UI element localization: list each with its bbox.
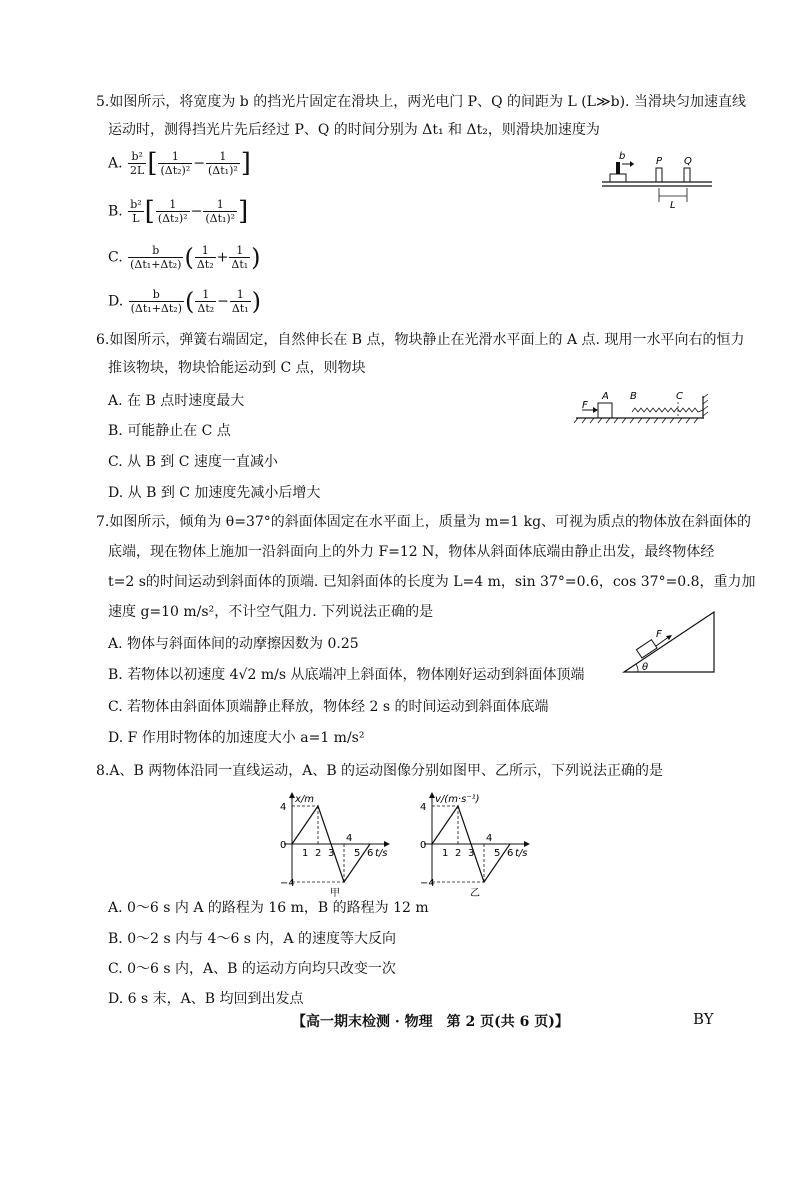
q8-option-a: A. 0～6 s 内 A 的路程为 16 m，B 的路程为 12 m	[108, 900, 429, 916]
q8-option-c: C. 0～6 s 内，A、B 的运动方向均只改变一次	[108, 961, 396, 977]
q7-stem-line1: 7.如图所示，倾角为 θ=37°的斜面体固定在水平面上，质量为 m=1 kg、可视为质点的物体放在斜面体的	[96, 514, 752, 530]
q8-graph-yi-caption: 乙	[470, 888, 480, 899]
q8-graph-yi-ylabel: v/(m·s⁻¹)	[435, 794, 480, 805]
x-tick-label: 5	[354, 848, 361, 859]
q7-stem-line4: 速度 g=10 m/s²，不计空气阻力. 下列说法正确的是	[108, 604, 434, 620]
x-tick-label: 1	[442, 848, 449, 859]
q7-incline-figure	[618, 604, 722, 678]
svg-text:θ: θ	[642, 662, 649, 673]
svg-text:P: P	[656, 156, 663, 167]
q7-option-c: C. 若物体由斜面体顶端静止释放，物体经 2 s 的时间运动到斜面体底端	[108, 699, 549, 715]
q6-option-d: D. 从 B 到 C 加速度先减小后增大	[108, 485, 321, 501]
q6-stem-line2: 推该物块，物块恰能运动到 C 点，则物块	[108, 360, 366, 376]
x-tick-label: 2	[455, 848, 462, 859]
y-tick-label: 0	[420, 840, 427, 851]
q8-option-d: D. 6 s 末，A、B 均回到出发点	[108, 991, 304, 1007]
q6-stem-line1: 6.如图所示，弹簧右端固定，自然伸长在 B 点，物块静止在光滑水平面上的 A 点. 现用一水平向右的恒力	[96, 332, 745, 348]
x-tick-label: 5	[494, 848, 501, 859]
x-tick-label: 3	[468, 848, 475, 859]
y-tick-label: −4	[420, 878, 435, 889]
svg-text:C: C	[676, 391, 683, 402]
svg-text:F: F	[656, 629, 662, 640]
q8-stem: 8.A、B 两物体沿同一直线运动，A、B 的运动图像分别如图甲、乙所示，下列说法正确的是	[96, 763, 664, 779]
q8-graph-jia	[268, 788, 398, 900]
x-tick-label: 3	[328, 848, 335, 859]
y-tick-label: 4	[420, 802, 427, 813]
q5-stem-line1: 5.如图所示，将宽度为 b 的挡光片固定在滑块上，两光电门 P、Q 的间距为 L (L≫b). 当滑块匀加速直线	[96, 94, 746, 110]
page-footer: 【高一期末检测 · 物理 第 2 页(共 6 页)】	[292, 1014, 569, 1030]
svg-text:L: L	[670, 200, 676, 210]
x-tick-label: 6	[507, 848, 514, 859]
q6-option-a: A. 在 B 点时速度最大	[108, 393, 245, 409]
svg-text:Q: Q	[684, 156, 692, 167]
svg-text:b: b	[619, 151, 626, 162]
x-tick-label: 1	[302, 848, 309, 859]
paper-code: BY	[693, 1010, 714, 1028]
x-tick-label: 4	[346, 833, 353, 844]
q5-stem-line2: 运动时，测得挡光片先后经过 P、Q 的时间分别为 Δt₁ 和 Δt₂，则滑块加速度为	[108, 122, 600, 138]
y-tick-label: 4	[280, 802, 287, 813]
q7-option-a: A. 物体与斜面体间的动摩擦因数为 0.25	[108, 636, 359, 652]
q5-option-d: D. $\frac{b}{\text{(Δt₁+Δt₂)}}$ ( $\frac{1}{\text{Δt₂}}$ − $\frac{1}{\text{Δt₁}}$ )	[108, 287, 262, 316]
svg-text:A: A	[602, 391, 609, 402]
x-tick-label: 6	[367, 848, 374, 859]
q8-graph-jia-caption: 甲	[330, 888, 340, 899]
q8-graph-jia-ylabel: x/m	[295, 794, 315, 805]
svg-text:F: F	[582, 400, 588, 411]
y-tick-label: 0	[280, 840, 287, 851]
q5-option-a: A. $\frac{\text{b²}}{2L}$ [ $\frac{1}{\text{(Δt₂)²}}$ − $\frac{1}{\text{(Δt₁)²}}$ ]	[108, 148, 251, 179]
q5-photogate-figure	[600, 150, 715, 210]
q8-graph-yi-xlabel: t/s	[515, 848, 528, 859]
q8-graph-jia-xlabel: t/s	[375, 848, 388, 859]
q7-option-d: D. F 作用时物体的加速度大小 a=1 m/s²	[108, 730, 365, 746]
x-tick-label: 4	[486, 833, 493, 844]
q7-stem-line2: 底端，现在物体上施加一沿斜面向上的外力 F=12 N，物体从斜面体底端由静止出发，最终物体经	[108, 544, 715, 560]
q5-option-c: C. $\frac{b}{\text{(Δt₁+Δt₂)}}$ ( $\frac{1}{\text{Δt₂}}$ + $\frac{1}{\text{Δt₁}}$ )	[108, 243, 261, 272]
q7-stem-line3: t=2 s的时间运动到斜面体的顶端. 已知斜面体的长度为 L=4 m，sin 37°=0.6，cos 37°=0.8，重力加	[108, 574, 756, 590]
q8-graph-yi	[408, 788, 544, 900]
q5-option-b: B. $\frac{\text{b²}}{L}$ [ $\frac{1}{\text{(Δt₂)²}}$ − $\frac{1}{\text{(Δt₁)²}}$ ]	[108, 196, 249, 227]
q7-option-b: B. 若物体以初速度 4√2 m/s 从底端冲上斜面体，物体刚好运动到斜面体顶端	[108, 667, 585, 683]
svg-text:B: B	[630, 391, 637, 402]
q8-option-b: B. 0～2 s 内与 4～6 s 内，A 的速度等大反向	[108, 931, 396, 947]
q6-spring-figure	[572, 386, 717, 426]
q6-option-c: C. 从 B 到 C 速度一直减小	[108, 454, 278, 470]
x-tick-label: 2	[315, 848, 322, 859]
q6-option-b: B. 可能静止在 C 点	[108, 423, 231, 439]
y-tick-label: −4	[280, 878, 295, 889]
